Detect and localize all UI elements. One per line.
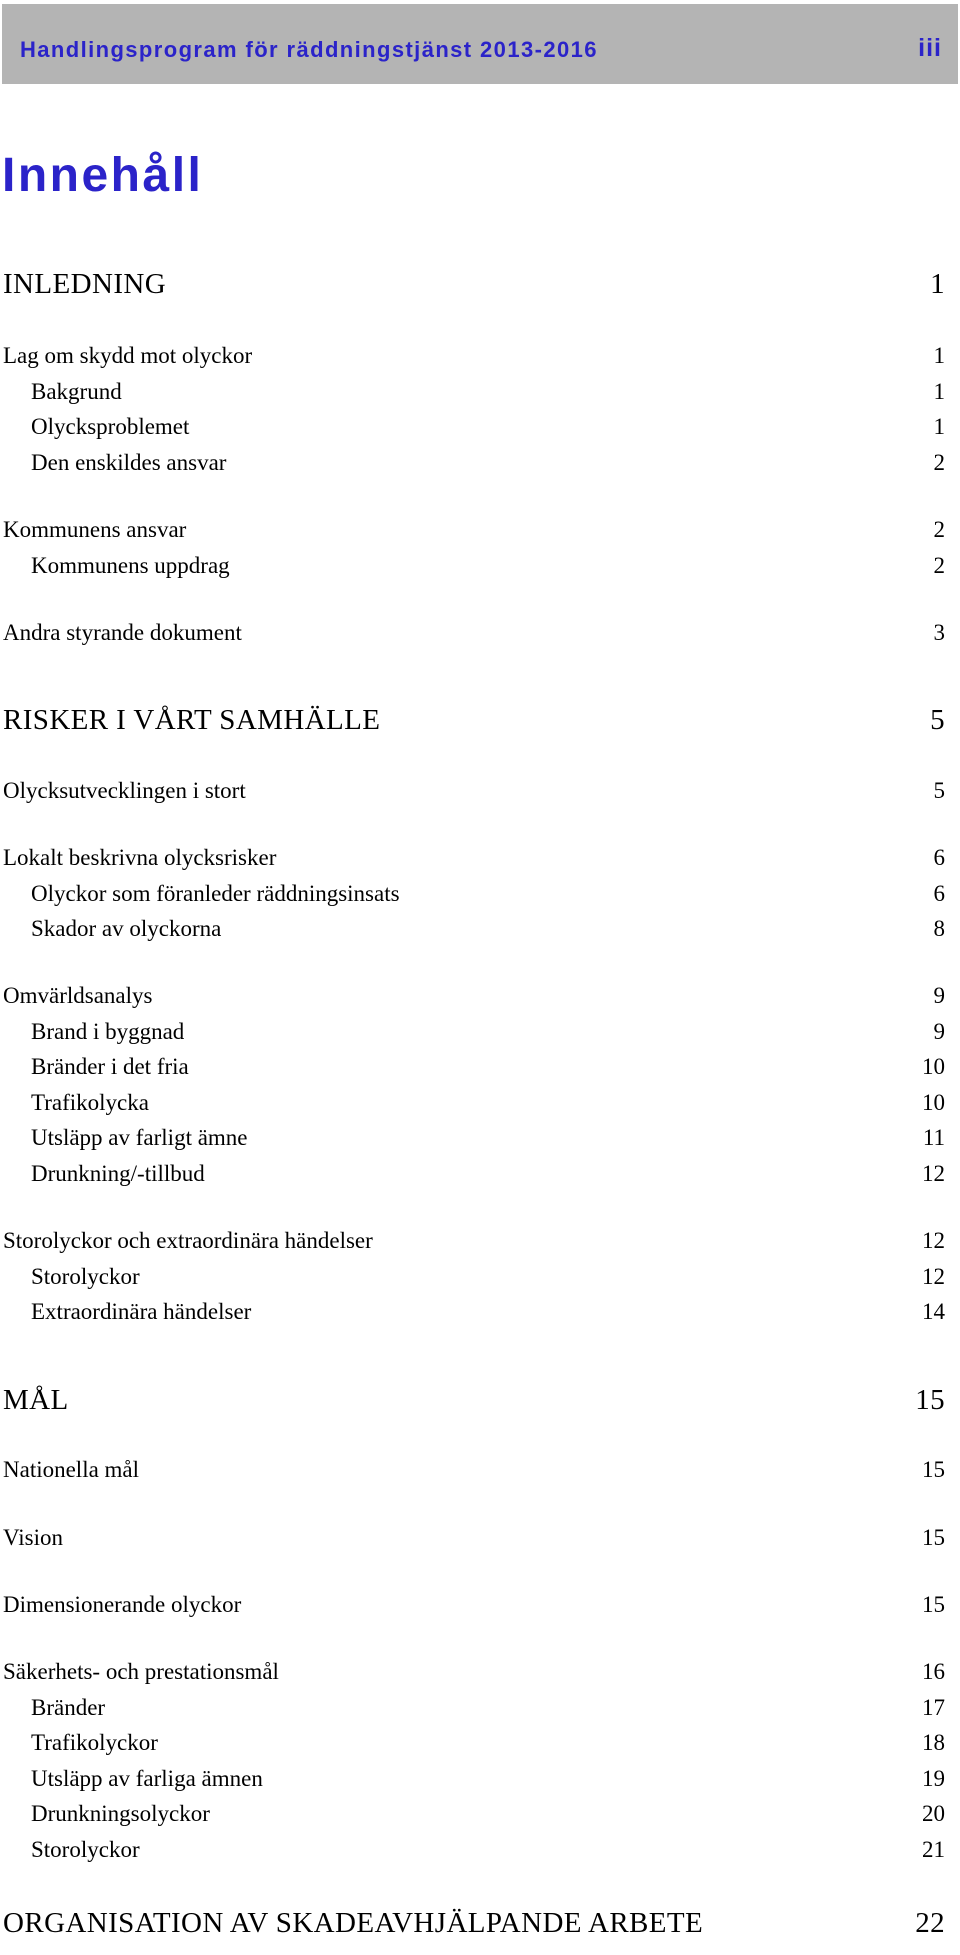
toc-entry-page: 15 (922, 1592, 945, 1617)
toc-entry-label: Kommunens uppdrag (31, 553, 230, 578)
toc-entry-page: 15 (922, 1457, 945, 1482)
toc-entry-page: 9 (933, 1019, 945, 1044)
toc-entry-label: Nationella mål (3, 1457, 140, 1482)
toc-heading: Innehåll (2, 149, 204, 202)
toc-entry-page: 9 (933, 983, 945, 1008)
toc-entry-page: 6 (933, 845, 945, 870)
toc-entry-page: 11 (922, 1125, 945, 1150)
toc-entry-page: 18 (922, 1730, 945, 1755)
toc-entry-page: 17 (922, 1695, 945, 1720)
toc-entry-chapter[interactable] (3, 1907, 945, 1940)
toc-entry-chapter[interactable] (3, 268, 945, 301)
toc-entry-label: Utsläpp av farliga ämnen (31, 1766, 263, 1791)
toc-entry-page: 12 (922, 1161, 945, 1186)
toc-entry-subsection[interactable] (3, 1801, 945, 1827)
toc-entry-label: Olycksutvecklingen i stort (3, 778, 246, 803)
toc-entry-label: Drunkning/-tillbud (31, 1161, 205, 1186)
toc-entry-subsection[interactable] (3, 1054, 945, 1080)
toc-entry-page: 22 (915, 1907, 945, 1939)
toc-entry-label: Bränder (31, 1695, 106, 1720)
toc-entry-label: Bränder i det fria (31, 1054, 189, 1079)
toc-entry-page: 14 (922, 1299, 945, 1324)
header-page-number: iii (918, 34, 942, 62)
toc-entry-subsection[interactable] (3, 1299, 945, 1325)
toc-entry-subsection[interactable] (3, 1837, 945, 1863)
document-title: Handlingsprogram för räddningstjänst 2013-2016 (20, 37, 598, 62)
toc-entry-label: ORGANISATION AV SKADEAVHJÄLPANDE ARBETE (3, 1907, 704, 1939)
toc-entry-section[interactable] (3, 517, 945, 543)
toc-entry-subsection[interactable] (3, 1730, 945, 1756)
toc-entry-label: Olycksproblemet (31, 414, 190, 439)
toc-entry-label: Lag om skydd mot olyckor (3, 343, 253, 368)
toc-entry-subsection[interactable] (3, 1766, 945, 1792)
toc-entry-page: 1 (930, 268, 945, 300)
toc-entry-chapter[interactable] (3, 704, 945, 737)
toc-entry-subsection[interactable] (3, 553, 945, 579)
toc-entry-subsection[interactable] (3, 1125, 945, 1151)
toc-entry-section[interactable] (3, 1228, 945, 1254)
toc-entry-subsection[interactable] (3, 1090, 945, 1116)
toc-entry-label: Storolyckor (31, 1264, 140, 1289)
toc-entry-subsection[interactable] (3, 1264, 945, 1290)
toc-entry-chapter[interactable] (3, 1384, 945, 1417)
toc-entry-page: 5 (933, 778, 945, 803)
toc-entry-page: 2 (933, 553, 945, 578)
toc-entry-section[interactable] (3, 778, 945, 804)
toc-entry-label: Den enskildes ansvar (31, 450, 227, 475)
toc-entry-label: Skador av olyckorna (31, 916, 222, 941)
toc-entry-label: Utsläpp av farligt ämne (31, 1125, 248, 1150)
toc-entry-label: RISKER I VÅRT SAMHÄLLE (3, 704, 381, 736)
toc-entry-label: INLEDNING (3, 268, 167, 300)
toc-entry-label: Bakgrund (31, 379, 122, 404)
toc-entry-page: 21 (922, 1837, 945, 1862)
toc-entry-section[interactable] (3, 1457, 945, 1483)
toc-entry-subsection[interactable] (3, 379, 945, 405)
toc-entry-label: Olyckor som föranleder räddningsinsats (31, 881, 400, 906)
toc-entry-page: 2 (933, 450, 945, 475)
toc-entry-label: Kommunens ansvar (3, 517, 187, 542)
toc-entry-section[interactable] (3, 983, 945, 1009)
toc-entry-label: Omvärldsanalys (3, 983, 153, 1008)
toc-entry-subsection[interactable] (3, 1161, 945, 1187)
toc-entry-subsection[interactable] (3, 1695, 945, 1721)
toc-entry-page: 16 (922, 1659, 945, 1684)
toc-entry-section[interactable] (3, 1592, 945, 1618)
toc-entry-label: Brand i byggnad (31, 1019, 185, 1044)
toc-entry-page: 10 (922, 1090, 945, 1115)
toc-entry-section[interactable] (3, 343, 945, 369)
toc-entry-page: 2 (933, 517, 945, 542)
toc-entry-page: 19 (922, 1766, 945, 1791)
toc-entry-label: Storolyckor och extraordinära händelser (3, 1228, 373, 1253)
toc-entry-label: Dimensionerande olyckor (3, 1592, 242, 1617)
toc-entry-page: 20 (922, 1801, 945, 1826)
toc-entry-section[interactable] (3, 1525, 945, 1551)
toc-entry-page: 12 (922, 1264, 945, 1289)
toc-entry-label: Lokalt beskrivna olycksrisker (3, 845, 277, 870)
toc-entry-page: 6 (933, 881, 945, 906)
toc-entry-label: MÅL (3, 1384, 69, 1416)
toc-entry-label: Trafikolyckor (31, 1730, 158, 1755)
toc-entry-label: Andra styrande dokument (3, 620, 242, 645)
toc-entry-label: Extraordinära händelser (31, 1299, 252, 1324)
toc-entry-page: 3 (933, 620, 945, 645)
toc-entry-label: Storolyckor (31, 1837, 140, 1862)
toc-entry-section[interactable] (3, 845, 945, 871)
toc-entry-label: Säkerhets- och prestationsmål (3, 1659, 279, 1684)
toc-entry-page: 8 (933, 916, 945, 941)
toc-entry-page: 1 (933, 343, 945, 368)
toc-entry-subsection[interactable] (3, 414, 945, 440)
toc-entry-label: Trafikolycka (31, 1090, 149, 1115)
toc-entry-section[interactable] (3, 1659, 945, 1685)
header-bar (2, 4, 958, 84)
toc-entry-subsection[interactable] (3, 881, 945, 907)
toc-entry-label: Drunkningsolyckor (31, 1801, 210, 1826)
toc-entry-subsection[interactable] (3, 1019, 945, 1045)
toc-entry-subsection[interactable] (3, 450, 945, 476)
toc-entry-page: 15 (922, 1525, 945, 1550)
toc-entry-page: 5 (930, 704, 945, 736)
toc-entry-section[interactable] (3, 620, 945, 646)
toc-entry-page: 15 (915, 1384, 945, 1416)
toc-entry-label: Vision (3, 1525, 63, 1550)
toc-entry-page: 1 (933, 414, 945, 439)
toc-entry-page: 1 (933, 379, 945, 404)
toc-entry-page: 12 (922, 1228, 945, 1253)
toc-entry-page: 10 (922, 1054, 945, 1079)
toc-entry-subsection[interactable] (3, 916, 945, 942)
